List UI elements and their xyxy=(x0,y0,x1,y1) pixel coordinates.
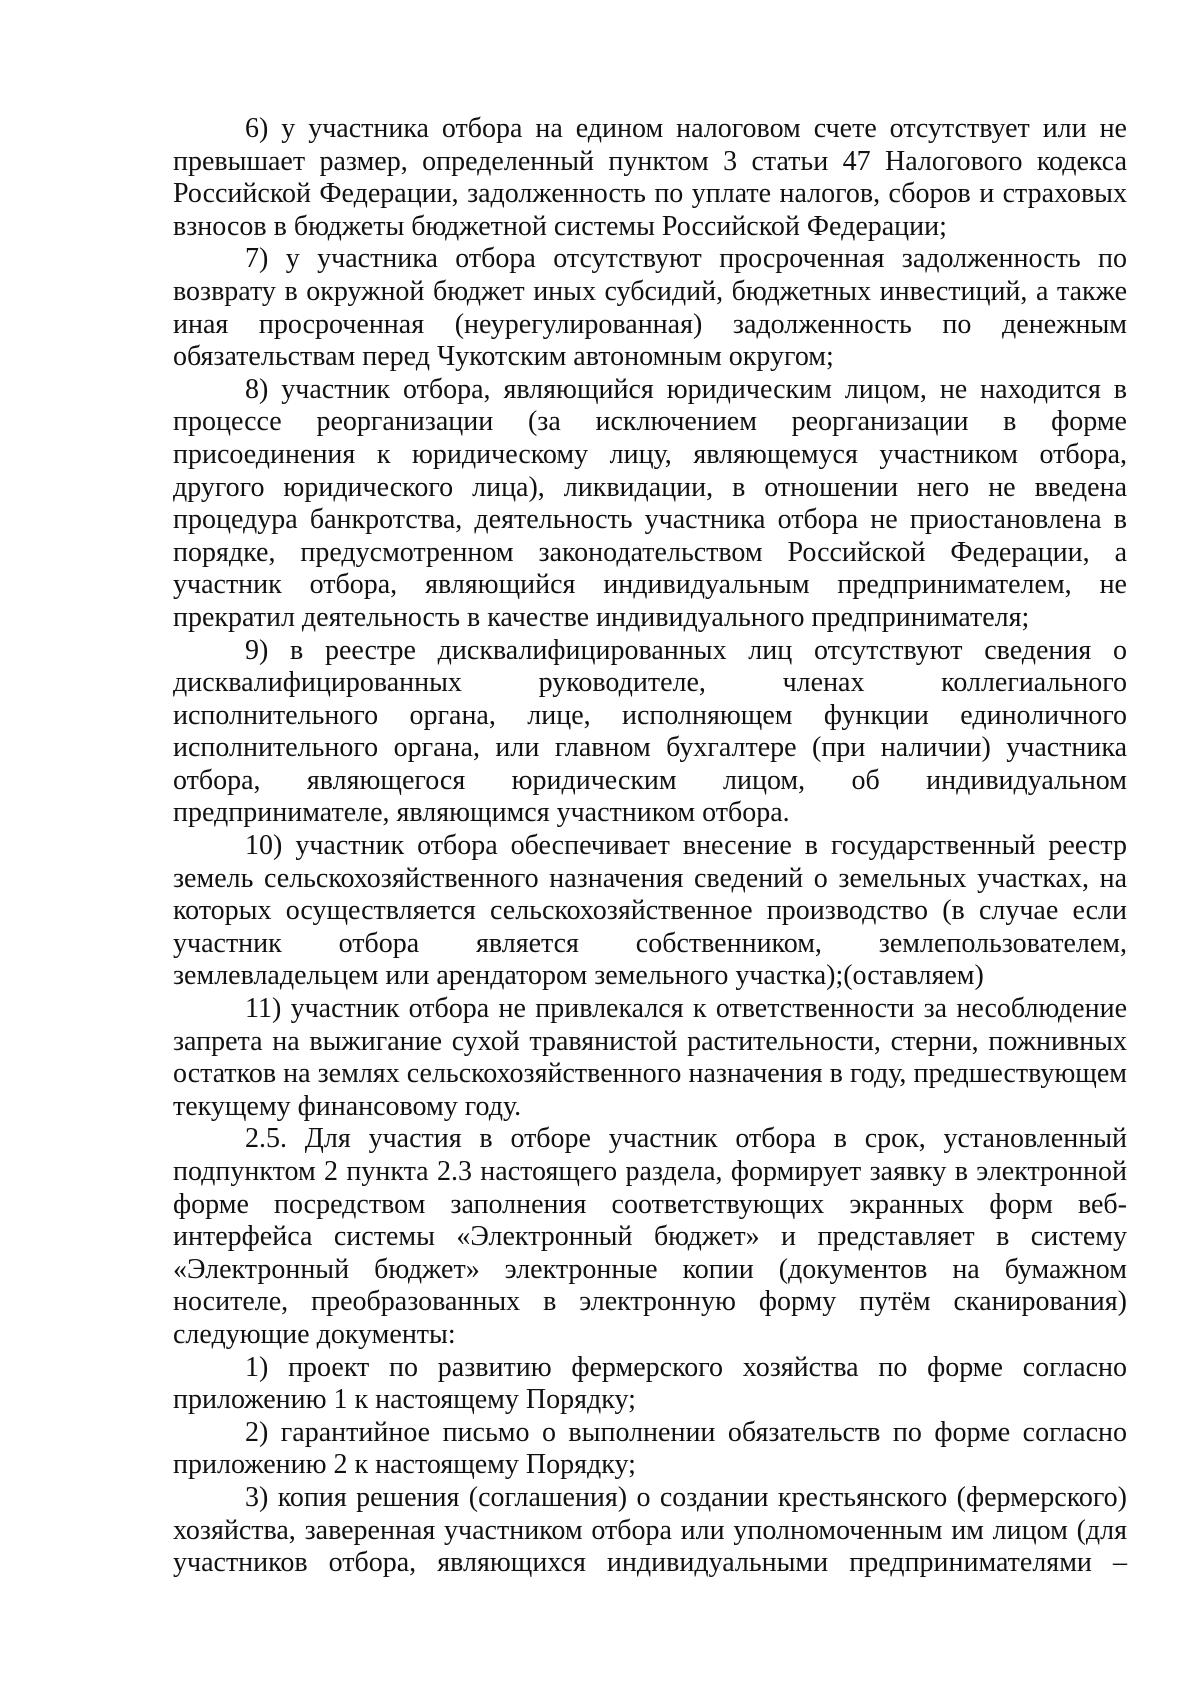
paragraph-item-7: 7) у участника отбора отсутствуют просроченная задолженность по возврату в окружной бюджет иных субсидий, бюджетных инвестиций, а также иная просроченная (неурегулированная) задолженность по денежным обязательствам перед Чукотским автономным округом; xyxy=(173,243,1127,373)
paragraph-item-11: 11) участник отбора не привлекался к ответственности за несоблюдение запрета на выжигание сухой травянистой растительности, стерни, пожнивных остатков на землях сельскохозяйственного назначения в году, предшествующем текущему финансовому году. xyxy=(173,993,1127,1122)
paragraph-doc-1: 1) проект по развитию фермерского хозяйства по форме согласно приложению 1 к настоящему Порядку; xyxy=(173,1351,1127,1416)
document-page xyxy=(173,113,1127,1580)
paragraph-item-8: 8) участник отбора, являющийся юридическим лицом, не находится в процессе реорганизации (за исключением реорганизации в форме присоединения к юридическому лицу, являющемуся участником отбора, другого юридического лица), ликвидации, в отношении него не введена процедура банкротства, деятельность участника отбора не приостановлена в порядке, предусмотренном законодательством Российской Федерации, а участник отбора, являющийся индивидуальным предпринимателем, не прекратил деятельность в качестве индивидуального предпринимателя; xyxy=(173,373,1127,633)
paragraph-doc-2: 2) гарантийное письмо о выполнении обязательств по форме согласно приложению 2 к настоящему Порядку; xyxy=(173,1416,1127,1481)
paragraph-item-10: 10) участник отбора обеспечивает внесение в государственный реестр земель сельскохозяйственного назначения сведений о земельных участках, на которых осуществляется сельскохозяйственное производство (в случае если участник отбора является собственником, землепользователем, землевладельцем или арендатором земельного участка);(оставляем) xyxy=(173,830,1127,992)
paragraph-section-2-5: 2.5. Для участия в отборе участник отбора в срок, установленный подпунктом 2 пункта 2.3 настоящего раздела, формирует заявку в электронной форме посредством заполнения соответствующих экранных форм веб-интерфейса системы «Электронный бюджет» и представляет в систему «Электронный бюджет» электронные копии (документов на бумажном носителе, преобразованных в электронную форму путём сканирования) следующие документы: xyxy=(173,1123,1127,1350)
paragraph-item-9: 9) в реестре дисквалифицированных лиц отсутствуют сведения о дисквалифицированных руководителе, членах коллегиального исполнительного органа, лице, исполняющем функции единоличного исполнительного органа, или главном бухгалтере (при наличии) участника отбора, являющегося юридическим лицом, об индивидуальном предпринимателе, являющимся участником отбора. xyxy=(173,634,1127,829)
paragraph-doc-3: 3) копия решения (соглашения) о создании крестьянского (фермерского) хозяйства, заверенная участником отбора или уполномоченным им лицом (для участников отбора, являющихся индивидуальными предпринимателями – xyxy=(173,1481,1127,1579)
paragraph-item-6: 6) у участника отбора на едином налоговом счете отсутствует или не превышает размер, определенный пунктом 3 статьи 47 Налогового кодекса Российской Федерации, задолженность по уплате налогов, сборов и страховых взносов в бюджеты бюджетной системы Российской Федерации; xyxy=(173,113,1127,242)
